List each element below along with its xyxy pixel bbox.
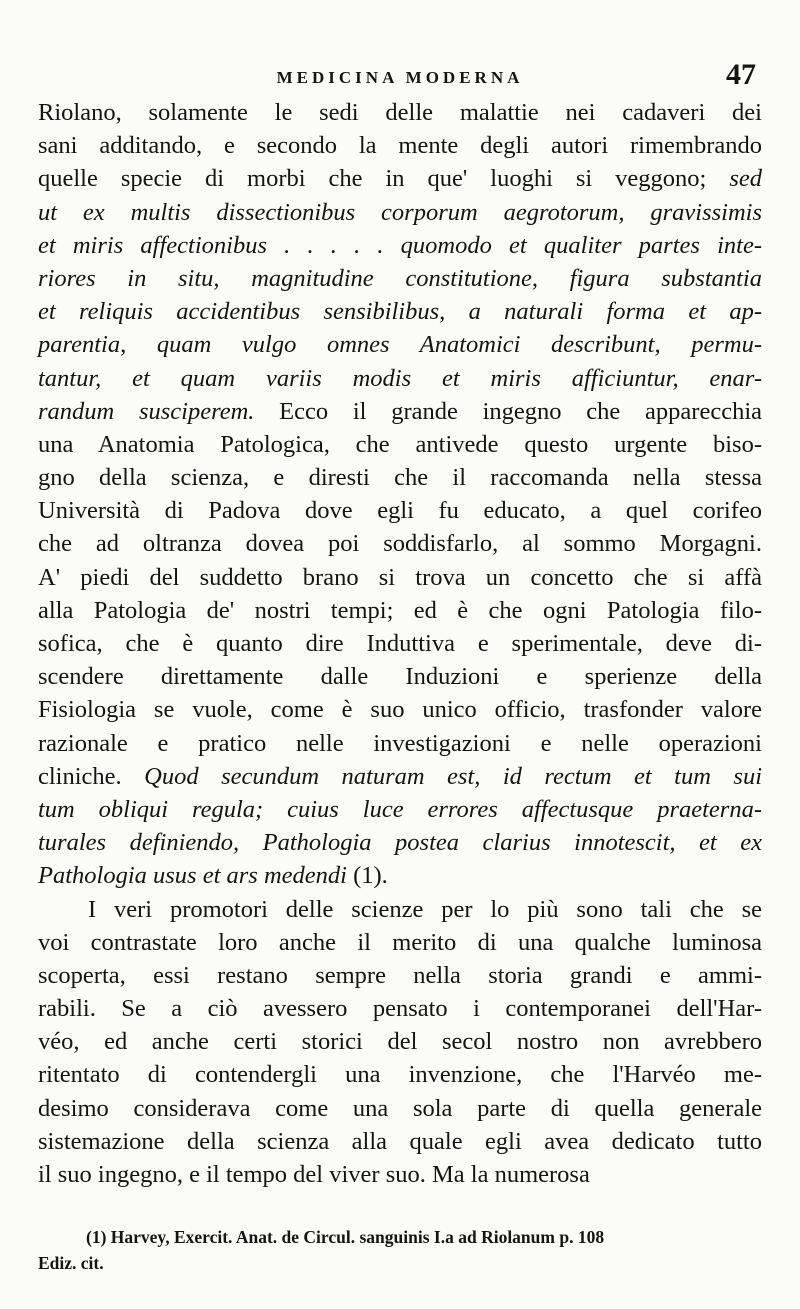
latin-quote-segment: parentia, quam vulgo omnes Anatomici describunt, permu-: [38, 331, 762, 359]
text-segment: Ecco il grande ingegno che apparecchia: [254, 397, 762, 425]
latin-quote-segment: tum obliqui regula; cuius luce errores affectusque praeterna-: [38, 795, 762, 823]
text-line: [38, 1158, 762, 1191]
text-segment: una Anatomia Patologica, che antivede questo urgente biso-: [38, 430, 762, 458]
text-line: [38, 196, 762, 229]
page-number: 47: [726, 58, 756, 91]
text-segment: rabili. Se a ciò avessero pensato i contemporanei dell'Har-: [38, 995, 762, 1023]
text-segment: voi contrastate loro anche il merito di una qualche luminosa: [38, 928, 762, 956]
text-line: [38, 561, 762, 594]
latin-quote-segment: et miris affectionibus . . . . . quomodo et qualiter partes inte-: [38, 231, 762, 259]
text-line: [38, 162, 762, 195]
text-segment: I veri promotori delle scienze per lo più sono tali che se: [88, 895, 762, 923]
text-line: [38, 793, 762, 826]
text-line: [38, 893, 762, 926]
latin-quote-segment: tantur, et quam variis modis et miris afficiuntur, enar-: [38, 364, 762, 392]
text-segment: A' piedi del suddetto brano si trova un concetto che si affà: [38, 563, 762, 591]
text-line: [38, 395, 762, 428]
text-segment: scendere direttamente dalle Induzioni e sperienze della: [38, 663, 762, 691]
text-line: [38, 727, 762, 760]
text-line: [38, 328, 762, 361]
text-segment: alla Patologia de' nostri tempi; ed è che ogni Patologia filo-: [38, 596, 762, 624]
text-line: [38, 594, 762, 627]
text-segment: sani additando, e secondo la mente degli autori rimembrando: [38, 132, 762, 160]
text-segment: Riolano, solamente le sedi delle malattie nei cadaveri dei: [38, 99, 762, 126]
text-segment: scoperta, essi restano sempre nella storia grandi e ammi-: [38, 961, 762, 989]
latin-quote-segment: ut ex multis dissectionibus corporum aegrotorum, gravissimis: [38, 198, 762, 226]
text-line: [38, 826, 762, 859]
body-text: [38, 96, 762, 1191]
text-line: [38, 428, 762, 461]
footnote-line: (1) Harvey, Exercit. Anat. de Circul. sanguinis I.a ad Riolanum p. 108: [86, 1227, 605, 1247]
text-line: [38, 992, 762, 1025]
text-line: [38, 693, 762, 726]
text-segment: gno della scienza, e diresti che il raccomanda nella stessa: [38, 464, 762, 492]
latin-quote-segment: turales definiendo, Pathologia postea clarius innotescit, et ex: [38, 829, 762, 857]
latin-quote-segment: riores in situ, magnitudine constitutione, figura substantia: [38, 264, 762, 292]
text-segment: sofica, che è quanto dire Induttiva e sperimentale, deve di-: [38, 630, 762, 657]
text-line: [38, 760, 762, 793]
text-segment: ritentato di contendergli una invenzione, che l'Harvéo me-: [38, 1061, 762, 1089]
text-segment: che ad oltranza dovea poi soddisfarlo, al sommo Morgagni.: [38, 530, 762, 558]
text-line: [38, 494, 762, 527]
text-line: [38, 461, 762, 494]
text-segment: sistemazione della scienza alla quale egli avea dedicato tutto: [38, 1127, 762, 1155]
latin-quote-segment: sed: [729, 165, 762, 193]
text-segment: véo, ed anche certi storici del secol nostro non avrebbero: [38, 1028, 762, 1056]
text-line: [38, 96, 762, 129]
text-segment: (1).: [346, 862, 388, 890]
text-line: [38, 859, 762, 892]
text-line: [38, 660, 762, 693]
text-segment: Fisiologia se vuole, come è suo unico officio, trasfonder valore: [38, 696, 762, 724]
latin-quote-segment: et reliquis accidentibus sensibilibus, a naturali forma et ap-: [38, 298, 762, 326]
latin-quote-segment: Quod secundum naturam est, id rectum et tum sui: [144, 762, 763, 790]
text-line: [38, 1025, 762, 1058]
text-segment: desimo considerava come una sola parte di quella generale: [38, 1094, 762, 1122]
latin-quote-segment: randum susciperem.: [38, 397, 255, 425]
text-line: [38, 129, 762, 162]
footnote-line: Ediz. cit.: [38, 1253, 104, 1273]
text-line: [38, 627, 762, 660]
text-line: [38, 262, 762, 295]
running-head: [38, 60, 762, 100]
latin-quote-segment: Pathologia usus et ars medendi: [38, 862, 347, 890]
text-line: [38, 362, 762, 395]
text-line: [38, 959, 762, 992]
text-line: [38, 295, 762, 328]
text-line: [38, 1125, 762, 1158]
text-segment: quelle specie di morbi che in que' luoghi si veggono;: [38, 165, 730, 193]
text-segment: cliniche.: [38, 762, 145, 790]
running-title: MEDICINA MODERNA: [276, 68, 524, 87]
text-line: [38, 926, 762, 959]
text-segment: il suo ingegno, e il tempo del viver suo. Ma la numerosa: [38, 1161, 590, 1188]
text-segment: razionale e pratico nelle investigazioni e nelle operazioni: [38, 729, 762, 757]
footnote: [38, 1224, 762, 1276]
text-segment: Università di Padova dove egli fu educato, a quel corifeo: [38, 497, 762, 525]
text-line: [38, 1058, 762, 1091]
text-line: [38, 527, 762, 560]
text-line: [38, 229, 762, 262]
text-line: [38, 1092, 762, 1125]
